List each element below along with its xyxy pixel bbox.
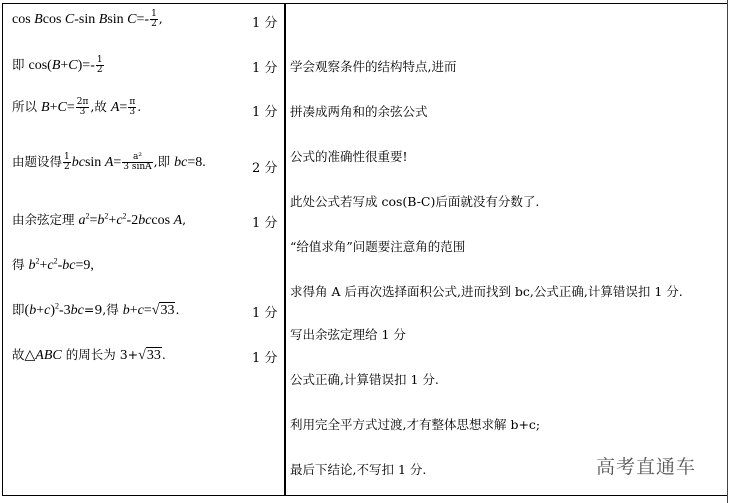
note-1: 学会观察条件的结构特点,进而 [290, 59, 457, 74]
step-4-score: 2 分 [252, 161, 278, 176]
step-3-score: 1 分 [252, 105, 278, 120]
step-8-score: 1 分 [252, 351, 278, 366]
step-6: 得 $b^2+c^2-bc=9$, [12, 256, 94, 273]
note-7: 写出余弦定理给 1 分 [290, 327, 406, 342]
watermark: 高考直通车 [596, 456, 697, 478]
column-divider [284, 3, 286, 496]
note-9: 利用完全平方式过渡,才有整体思想求解 b+c; [290, 417, 541, 432]
step-7-score: 1 分 [252, 306, 278, 321]
note-3: 公式的准确性很重要! [290, 149, 408, 164]
step-1: cos Bcos C-sin Bsin C=- $\frac{1}{2}$ , [12, 9, 163, 29]
step-2: 即 cos(B+C)=- $\frac{1}{2}$ [12, 55, 103, 75]
step-3: 所以 B+C= $\frac{2\pi}{3}$ ,故 A= $\frac{\pi}{3}$ . [12, 97, 142, 117]
note-8: 公式正确,计算错误扣 1 分. [290, 372, 439, 387]
step-2-score: 1 分 [252, 61, 278, 76]
step-4: 由题设得 $\frac{1}{2}$ bcsin A= $\frac{\text{a²}}{3 \sin A}$ ,即 bc=8. [12, 152, 206, 172]
note-2: 拼凑成两角和的余弦公式 [290, 104, 428, 119]
step-7: 即$(b+c)^2-3bc=9$,得 b+c=√33. [12, 301, 180, 318]
note-4: 此处公式若写成 cos(B-C)后面就没有分数了. [290, 194, 540, 209]
page-edge-line [727, 0, 728, 503]
note-5: “给值求角”问题要注意角的范围 [290, 239, 466, 254]
step-8: 故△ABC 的周长为 3+√33. [12, 347, 166, 363]
step-1-score: 1 分 [252, 16, 278, 31]
note-10: 最后下结论,不写扣 1 分. [290, 462, 427, 477]
step-5: 由余弦定理 $a^2=b^2+c^2-2bccos$ A, [12, 211, 187, 228]
step-5-score: 1 分 [252, 216, 278, 231]
note-6: 求得角 A 后再次选择面积公式,进而找到 bc,公式正确,计算错误扣 1 分. [290, 284, 683, 299]
